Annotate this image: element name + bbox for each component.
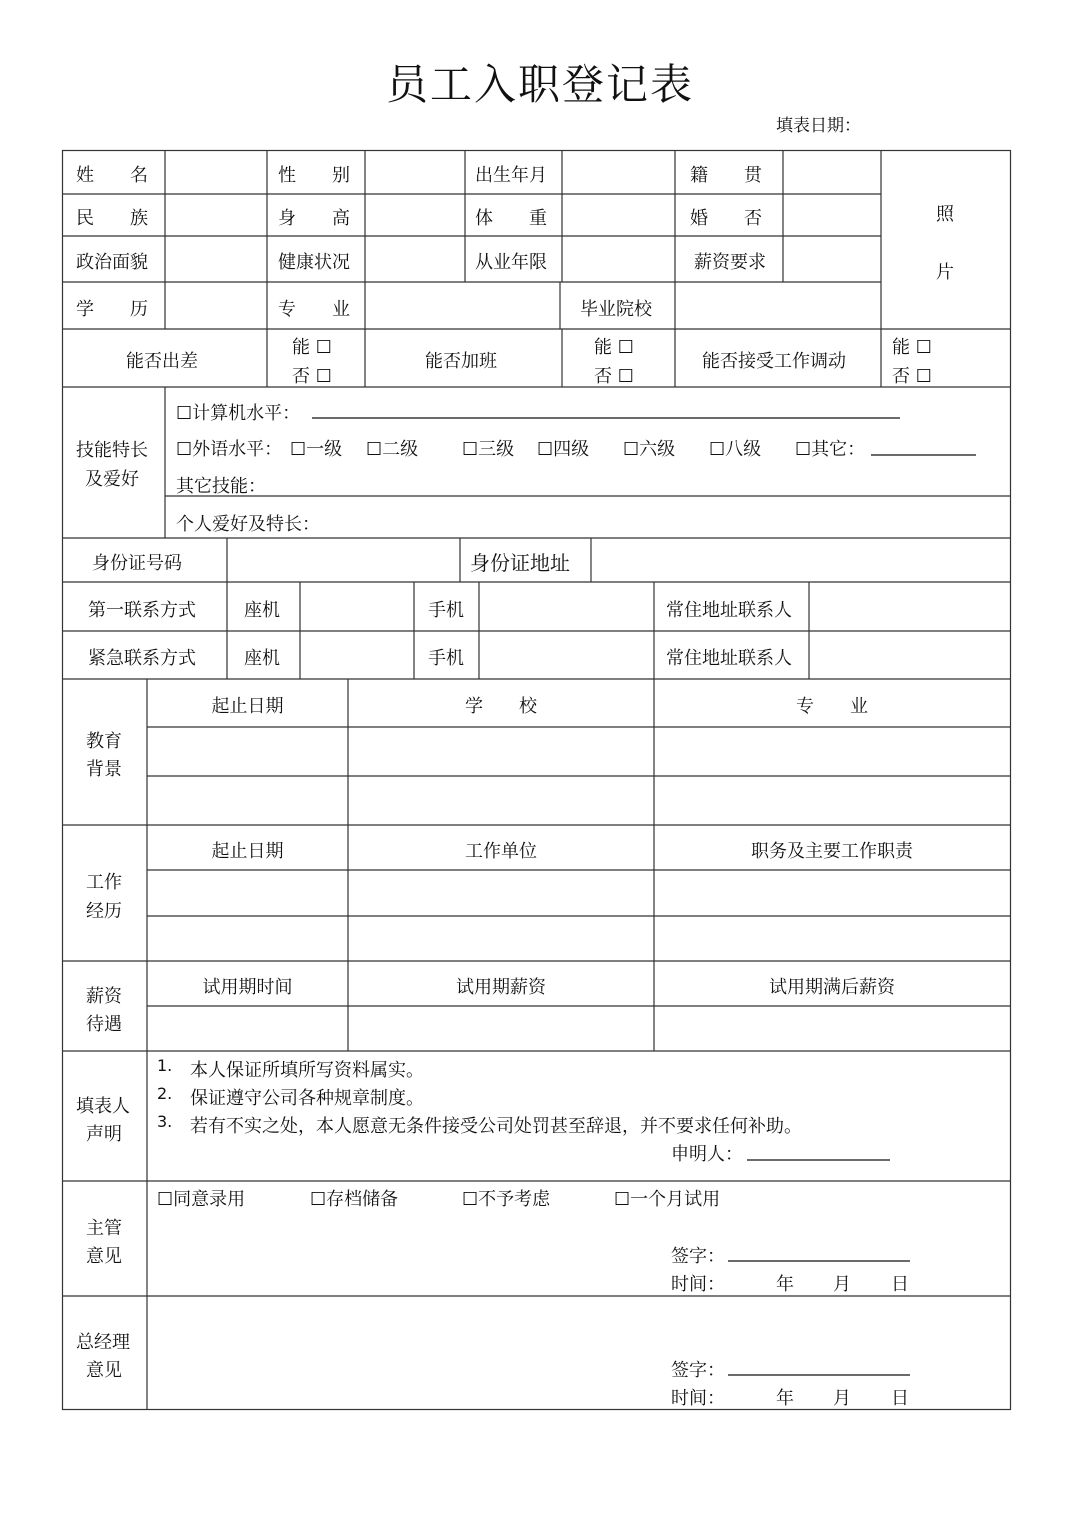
pay-header-trial-pay: 试用期薪资 bbox=[456, 977, 546, 998]
label-marital: 婚 否 bbox=[690, 208, 762, 229]
pay-label-2: 待遇 bbox=[86, 1014, 122, 1035]
gm-time-label: 时间： bbox=[671, 1388, 725, 1409]
declaration-item-3: 若有不实之处，本人愿意无条件接受公司处罚甚至辞退，并不要求任何补助。 bbox=[190, 1116, 802, 1137]
label-transfer: 能否接受工作调动 bbox=[702, 351, 846, 372]
level-6-checkbox[interactable]: ☐六级 bbox=[623, 439, 676, 460]
label-id-number: 身份证号码 bbox=[92, 553, 182, 574]
label-resident-2: 常住地址联系人 bbox=[666, 648, 792, 669]
form-title: 员工入职登记表 bbox=[385, 60, 694, 109]
edu-header-school: 学 校 bbox=[465, 696, 537, 717]
level-1-checkbox[interactable]: ☐一级 bbox=[290, 439, 343, 460]
declaration-num-3: 3. bbox=[157, 1112, 173, 1131]
gm-day-label: 日 bbox=[891, 1388, 909, 1409]
label-major: 专 业 bbox=[278, 299, 350, 320]
label-first-contact: 第一联系方式 bbox=[88, 600, 196, 621]
label-salary-req: 薪资要求 bbox=[694, 252, 766, 273]
supervisor-time-label: 时间： bbox=[671, 1274, 725, 1295]
label-birth: 出生年月 bbox=[475, 165, 547, 186]
work-header-company: 工作单位 bbox=[465, 841, 537, 862]
level-4-checkbox[interactable]: ☐四级 bbox=[537, 439, 590, 460]
language-level-checkbox[interactable]: ☐外语水平： bbox=[176, 439, 283, 460]
pay-header-trial-time: 试用期时间 bbox=[202, 977, 293, 998]
work-label-2: 经历 bbox=[86, 901, 122, 922]
edu-header-date: 起止日期 bbox=[211, 696, 284, 717]
option-hire-checkbox[interactable]: ☐同意录用 bbox=[157, 1189, 246, 1210]
supervisor-label-2: 意见 bbox=[86, 1246, 122, 1267]
label-landline-2: 座机 bbox=[244, 648, 280, 669]
overtime-yes-checkbox[interactable]: 能 ☐ bbox=[594, 337, 634, 358]
fill-date-label: 填表日期： bbox=[776, 116, 861, 136]
label-height: 身 高 bbox=[278, 208, 350, 229]
label-ethnicity: 民 族 bbox=[76, 208, 148, 229]
gm-month-label: 月 bbox=[833, 1388, 851, 1409]
other-skills-label: 其它技能： bbox=[176, 476, 266, 497]
gm-year-label: 年 bbox=[776, 1388, 794, 1409]
label-mobile-2: 手机 bbox=[428, 648, 464, 669]
supervisor-day-label: 日 bbox=[891, 1274, 909, 1295]
skills-label-1: 技能特长 bbox=[76, 440, 148, 461]
label-school: 毕业院校 bbox=[580, 299, 652, 320]
overtime-no-checkbox[interactable]: 否 ☐ bbox=[594, 366, 634, 387]
gm-label-1: 总经理 bbox=[76, 1332, 130, 1353]
travel-yes-checkbox[interactable]: 能 ☐ bbox=[292, 337, 332, 358]
option-archive-checkbox[interactable]: ☐存档储备 bbox=[310, 1189, 399, 1210]
computer-level-checkbox[interactable]: ☐计算机水平： bbox=[176, 403, 301, 424]
declaration-label-1: 填表人 bbox=[76, 1096, 130, 1117]
work-label-1: 工作 bbox=[86, 872, 122, 893]
declaration-num-2: 2. bbox=[157, 1084, 173, 1103]
label-overtime: 能否加班 bbox=[425, 351, 497, 372]
label-political: 政治面貌 bbox=[76, 252, 148, 273]
option-trial-checkbox[interactable]: ☐一个月试用 bbox=[614, 1189, 721, 1210]
label-weight: 体 重 bbox=[475, 208, 547, 229]
label-travel: 能否出差 bbox=[126, 351, 198, 372]
skills-label-2: 及爱好 bbox=[85, 469, 139, 490]
label-name: 姓 名 bbox=[76, 165, 148, 186]
gm-label-2: 意见 bbox=[86, 1360, 122, 1381]
supervisor-label-1: 主管 bbox=[86, 1218, 122, 1239]
travel-no-checkbox[interactable]: 否 ☐ bbox=[292, 366, 332, 387]
photo-label-1: 照 bbox=[936, 204, 954, 225]
declaration-item-1: 本人保证所填所写资料属实。 bbox=[190, 1060, 424, 1081]
label-landline-1: 座机 bbox=[244, 600, 280, 621]
edu-label-2: 背景 bbox=[86, 759, 122, 780]
option-reject-checkbox[interactable]: ☐不予考虑 bbox=[462, 1189, 551, 1210]
edu-label-1: 教育 bbox=[86, 731, 122, 752]
supervisor-sign-label: 签字： bbox=[671, 1246, 725, 1267]
photo-label-2: 片 bbox=[936, 262, 954, 283]
transfer-no-checkbox[interactable]: 否 ☐ bbox=[892, 366, 932, 387]
hobby-label: 个人爱好及特长： bbox=[176, 514, 320, 535]
gm-sign-label: 签字： bbox=[671, 1360, 725, 1381]
label-gender: 性 别 bbox=[278, 165, 350, 186]
label-education: 学 历 bbox=[76, 299, 148, 320]
declaration-label-2: 声明 bbox=[86, 1124, 122, 1145]
declarant-label: 申明人： bbox=[671, 1144, 743, 1165]
transfer-yes-checkbox[interactable]: 能 ☐ bbox=[892, 337, 932, 358]
level-other-checkbox[interactable]: ☐其它： bbox=[795, 439, 866, 460]
pay-header-after-pay: 试用期满后薪资 bbox=[769, 977, 895, 998]
label-health: 健康状况 bbox=[278, 252, 350, 273]
label-resident-1: 常住地址联系人 bbox=[666, 600, 792, 621]
label-native-place: 籍 贯 bbox=[690, 165, 762, 186]
label-id-address: 身份证地址 bbox=[470, 551, 570, 575]
label-mobile-1: 手机 bbox=[428, 600, 464, 621]
declaration-num-1: 1. bbox=[157, 1056, 173, 1075]
label-emergency-contact: 紧急联系方式 bbox=[88, 648, 196, 669]
level-2-checkbox[interactable]: ☐二级 bbox=[366, 439, 419, 460]
label-years: 从业年限 bbox=[475, 252, 547, 273]
level-8-checkbox[interactable]: ☐八级 bbox=[709, 439, 762, 460]
pay-label-1: 薪资 bbox=[86, 986, 122, 1007]
work-header-duty: 职务及主要工作职责 bbox=[751, 841, 913, 862]
edu-header-major: 专 业 bbox=[796, 696, 868, 717]
supervisor-year-label: 年 bbox=[776, 1274, 794, 1295]
supervisor-month-label: 月 bbox=[833, 1274, 851, 1295]
declaration-item-2: 保证遵守公司各种规章制度。 bbox=[190, 1088, 424, 1109]
level-3-checkbox[interactable]: ☐三级 bbox=[462, 439, 515, 460]
work-header-date: 起止日期 bbox=[211, 841, 284, 862]
